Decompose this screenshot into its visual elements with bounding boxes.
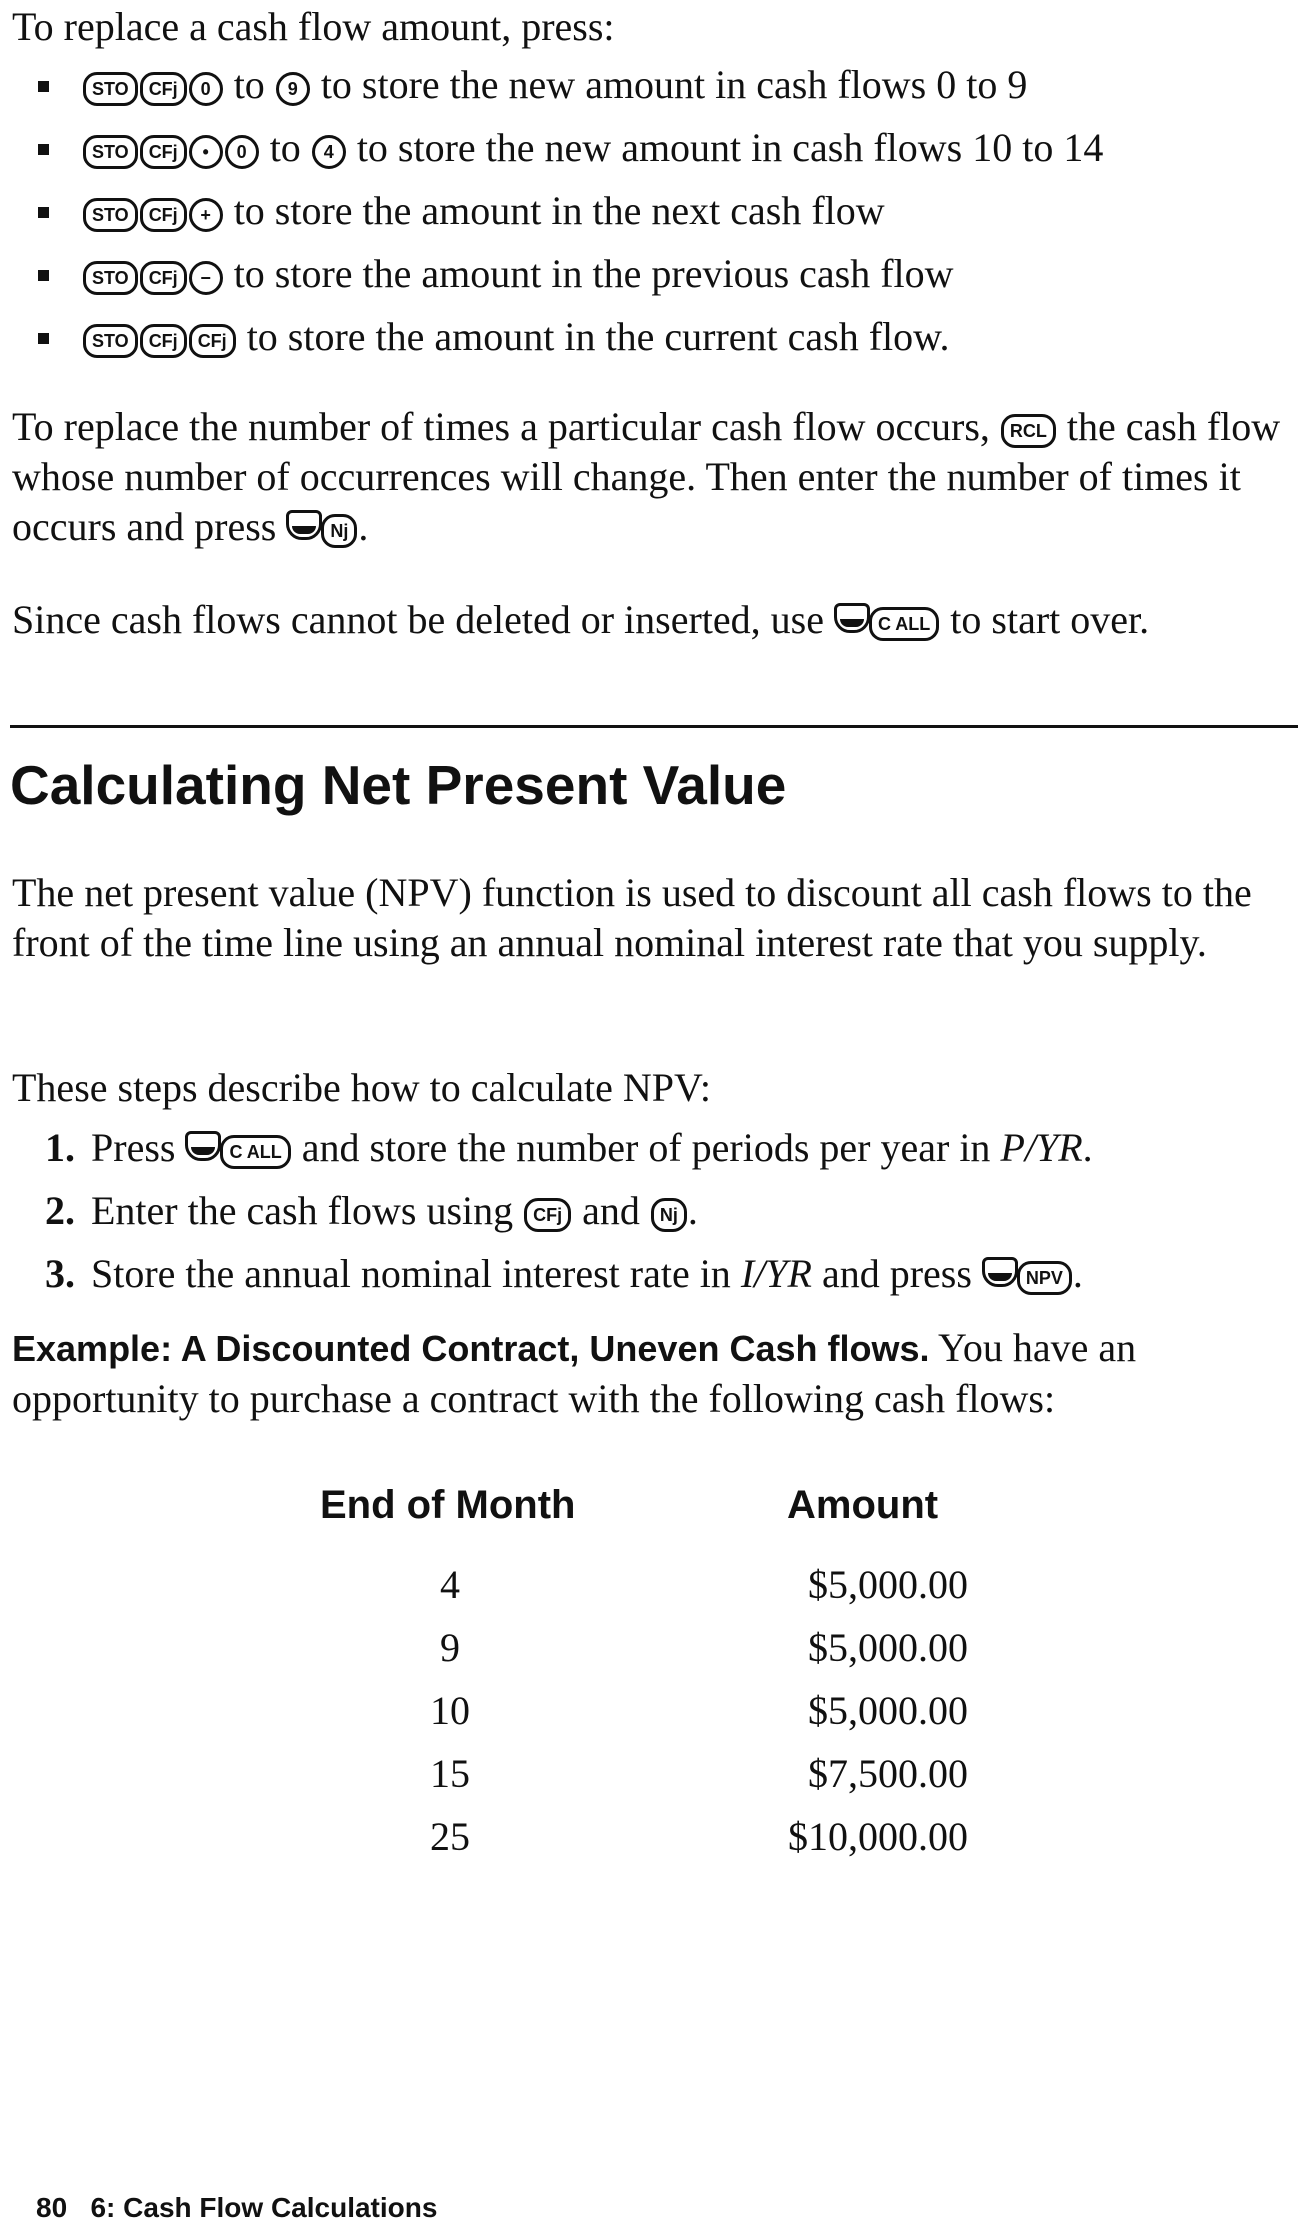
- list-item: [30, 60, 1103, 123]
- paragraph-text: the cash flow whose number of occurrences will change. Then enter the number of times it occurs and press: [12, 404, 1281, 549]
- list-item: [45, 1249, 1093, 1312]
- table-cell-amount: $5,000.00: [808, 1688, 968, 1733]
- bullet-text: to store the new amount in cash flows 0 to 9: [320, 62, 1028, 107]
- steps-intro: These steps describe how to calculate NPV:: [12, 1065, 712, 1110]
- step-text: and: [582, 1188, 640, 1233]
- cfj-key-icon: CFj: [189, 324, 236, 358]
- sto-key-icon: STO: [83, 261, 138, 295]
- bullet-mark: [38, 144, 49, 155]
- example-title: Example: A Discounted Contract, Uneven Cash flows.: [12, 1328, 930, 1369]
- cfj-key-icon: CFj: [140, 261, 187, 295]
- npv-key-icon: NPV: [1017, 1261, 1072, 1295]
- bullet-text: to: [233, 62, 265, 107]
- step-text: Press: [91, 1125, 176, 1170]
- npv-description: The net present value (NPV) function is used to discount all cash flows to the front of the time line using an annual nominal interest rate that you supply.: [12, 870, 1252, 965]
- step-number: 2.: [45, 1188, 75, 1233]
- bullet-text: to: [269, 125, 301, 170]
- table-cell-month: 10: [430, 1688, 470, 1733]
- column-header: End of Month: [320, 1483, 576, 1527]
- zero-key-icon: 0: [189, 72, 223, 106]
- cfj-key-icon: CFj: [140, 324, 187, 358]
- nj-key-icon: Nj: [651, 1198, 687, 1232]
- nj-key-icon: Nj: [321, 514, 357, 548]
- bullet-text: to store the amount in the current cash flow.: [246, 314, 950, 359]
- table-cell-month: 15: [430, 1751, 470, 1796]
- step-number: 1.: [45, 1125, 75, 1170]
- step-variable: P/YR: [1000, 1125, 1083, 1170]
- cfj-key-icon: CFj: [524, 1198, 571, 1232]
- list-item: [30, 312, 1103, 375]
- example-paragraph: [12, 1323, 1288, 1424]
- table-cell-amount: $10,000.00: [788, 1814, 968, 1859]
- table-cell-amount: $5,000.00: [808, 1625, 968, 1670]
- step-text: and press: [821, 1251, 972, 1296]
- dot-key-icon: •: [189, 135, 223, 169]
- shift-key-icon: [834, 603, 870, 633]
- step-text: .: [687, 1188, 698, 1233]
- bullet-mark: [38, 207, 49, 218]
- bullet-text: to store the amount in the next cash flow: [233, 188, 885, 233]
- paragraph-text: Since cash flows cannot be deleted or inserted, use: [12, 597, 824, 642]
- start-over-paragraph: [12, 595, 1288, 645]
- sto-key-icon: STO: [83, 135, 138, 169]
- sto-key-icon: STO: [83, 324, 138, 358]
- shift-key-icon: [982, 1257, 1018, 1287]
- bullet-mark: [38, 270, 49, 281]
- table-cell-amount: $7,500.00: [808, 1751, 968, 1796]
- paragraph-text: .: [358, 504, 369, 549]
- step-text: Enter the cash flows using: [91, 1188, 514, 1233]
- step-text: .: [1082, 1125, 1093, 1170]
- cfj-key-icon: CFj: [140, 198, 187, 232]
- nine-key-icon: 9: [276, 72, 310, 106]
- column-header: Amount: [787, 1483, 939, 1527]
- shift-key-icon: [185, 1131, 221, 1161]
- step-text: .: [1072, 1251, 1083, 1296]
- table-cell-month: 9: [440, 1625, 460, 1670]
- clear-all-key-icon: C ALL: [869, 607, 939, 641]
- bullet-text: to store the amount in the previous cash flow: [233, 251, 954, 296]
- clear-all-key-icon: C ALL: [220, 1135, 290, 1169]
- minus-key-icon: −: [189, 261, 223, 295]
- zero-key-icon: 0: [225, 135, 259, 169]
- plus-key-icon: +: [189, 198, 223, 232]
- table-cell-amount: $5,000.00: [808, 1562, 968, 1607]
- sto-key-icon: STO: [83, 72, 138, 106]
- replace-bullet-list: [30, 60, 1103, 375]
- npv-steps-list: [45, 1123, 1093, 1312]
- four-key-icon: 4: [312, 135, 346, 169]
- rcl-key-icon: RCL: [1001, 414, 1056, 448]
- table-cell-month: 25: [430, 1814, 470, 1859]
- paragraph-text: to start over.: [950, 597, 1150, 642]
- cfj-key-icon: CFj: [140, 72, 187, 106]
- bullet-mark: [38, 333, 49, 344]
- bullet-mark: [38, 81, 49, 92]
- paragraph-text: To replace the number of times a particular cash flow occurs,: [12, 404, 990, 449]
- step-variable: I/YR: [740, 1251, 812, 1296]
- list-item: [30, 123, 1103, 186]
- step-text: and store the number of periods per year in: [301, 1125, 991, 1170]
- bullet-text: to store the new amount in cash flows 10 to 14: [356, 125, 1104, 170]
- list-item: [45, 1123, 1093, 1186]
- list-item: [30, 249, 1103, 312]
- list-item: [45, 1186, 1093, 1249]
- section-heading: Calculating Net Present Value: [10, 754, 787, 816]
- shift-key-icon: [286, 510, 322, 540]
- page-footer: 80 6: Cash Flow Calculations: [36, 2192, 438, 2223]
- cfj-key-icon: CFj: [140, 135, 187, 169]
- list-item: [30, 186, 1103, 249]
- example-text: You have an opportunity to purchase a contract with the following cash flows:: [12, 1325, 1137, 1421]
- replace-occurrences-paragraph: [12, 402, 1288, 552]
- step-number: 3.: [45, 1251, 75, 1296]
- table-cell-month: 4: [440, 1562, 460, 1607]
- section-divider: [10, 725, 1298, 728]
- intro-text: To replace a cash flow amount, press:: [12, 4, 615, 49]
- step-text: Store the annual nominal interest rate in: [91, 1251, 731, 1296]
- sto-key-icon: STO: [83, 198, 138, 232]
